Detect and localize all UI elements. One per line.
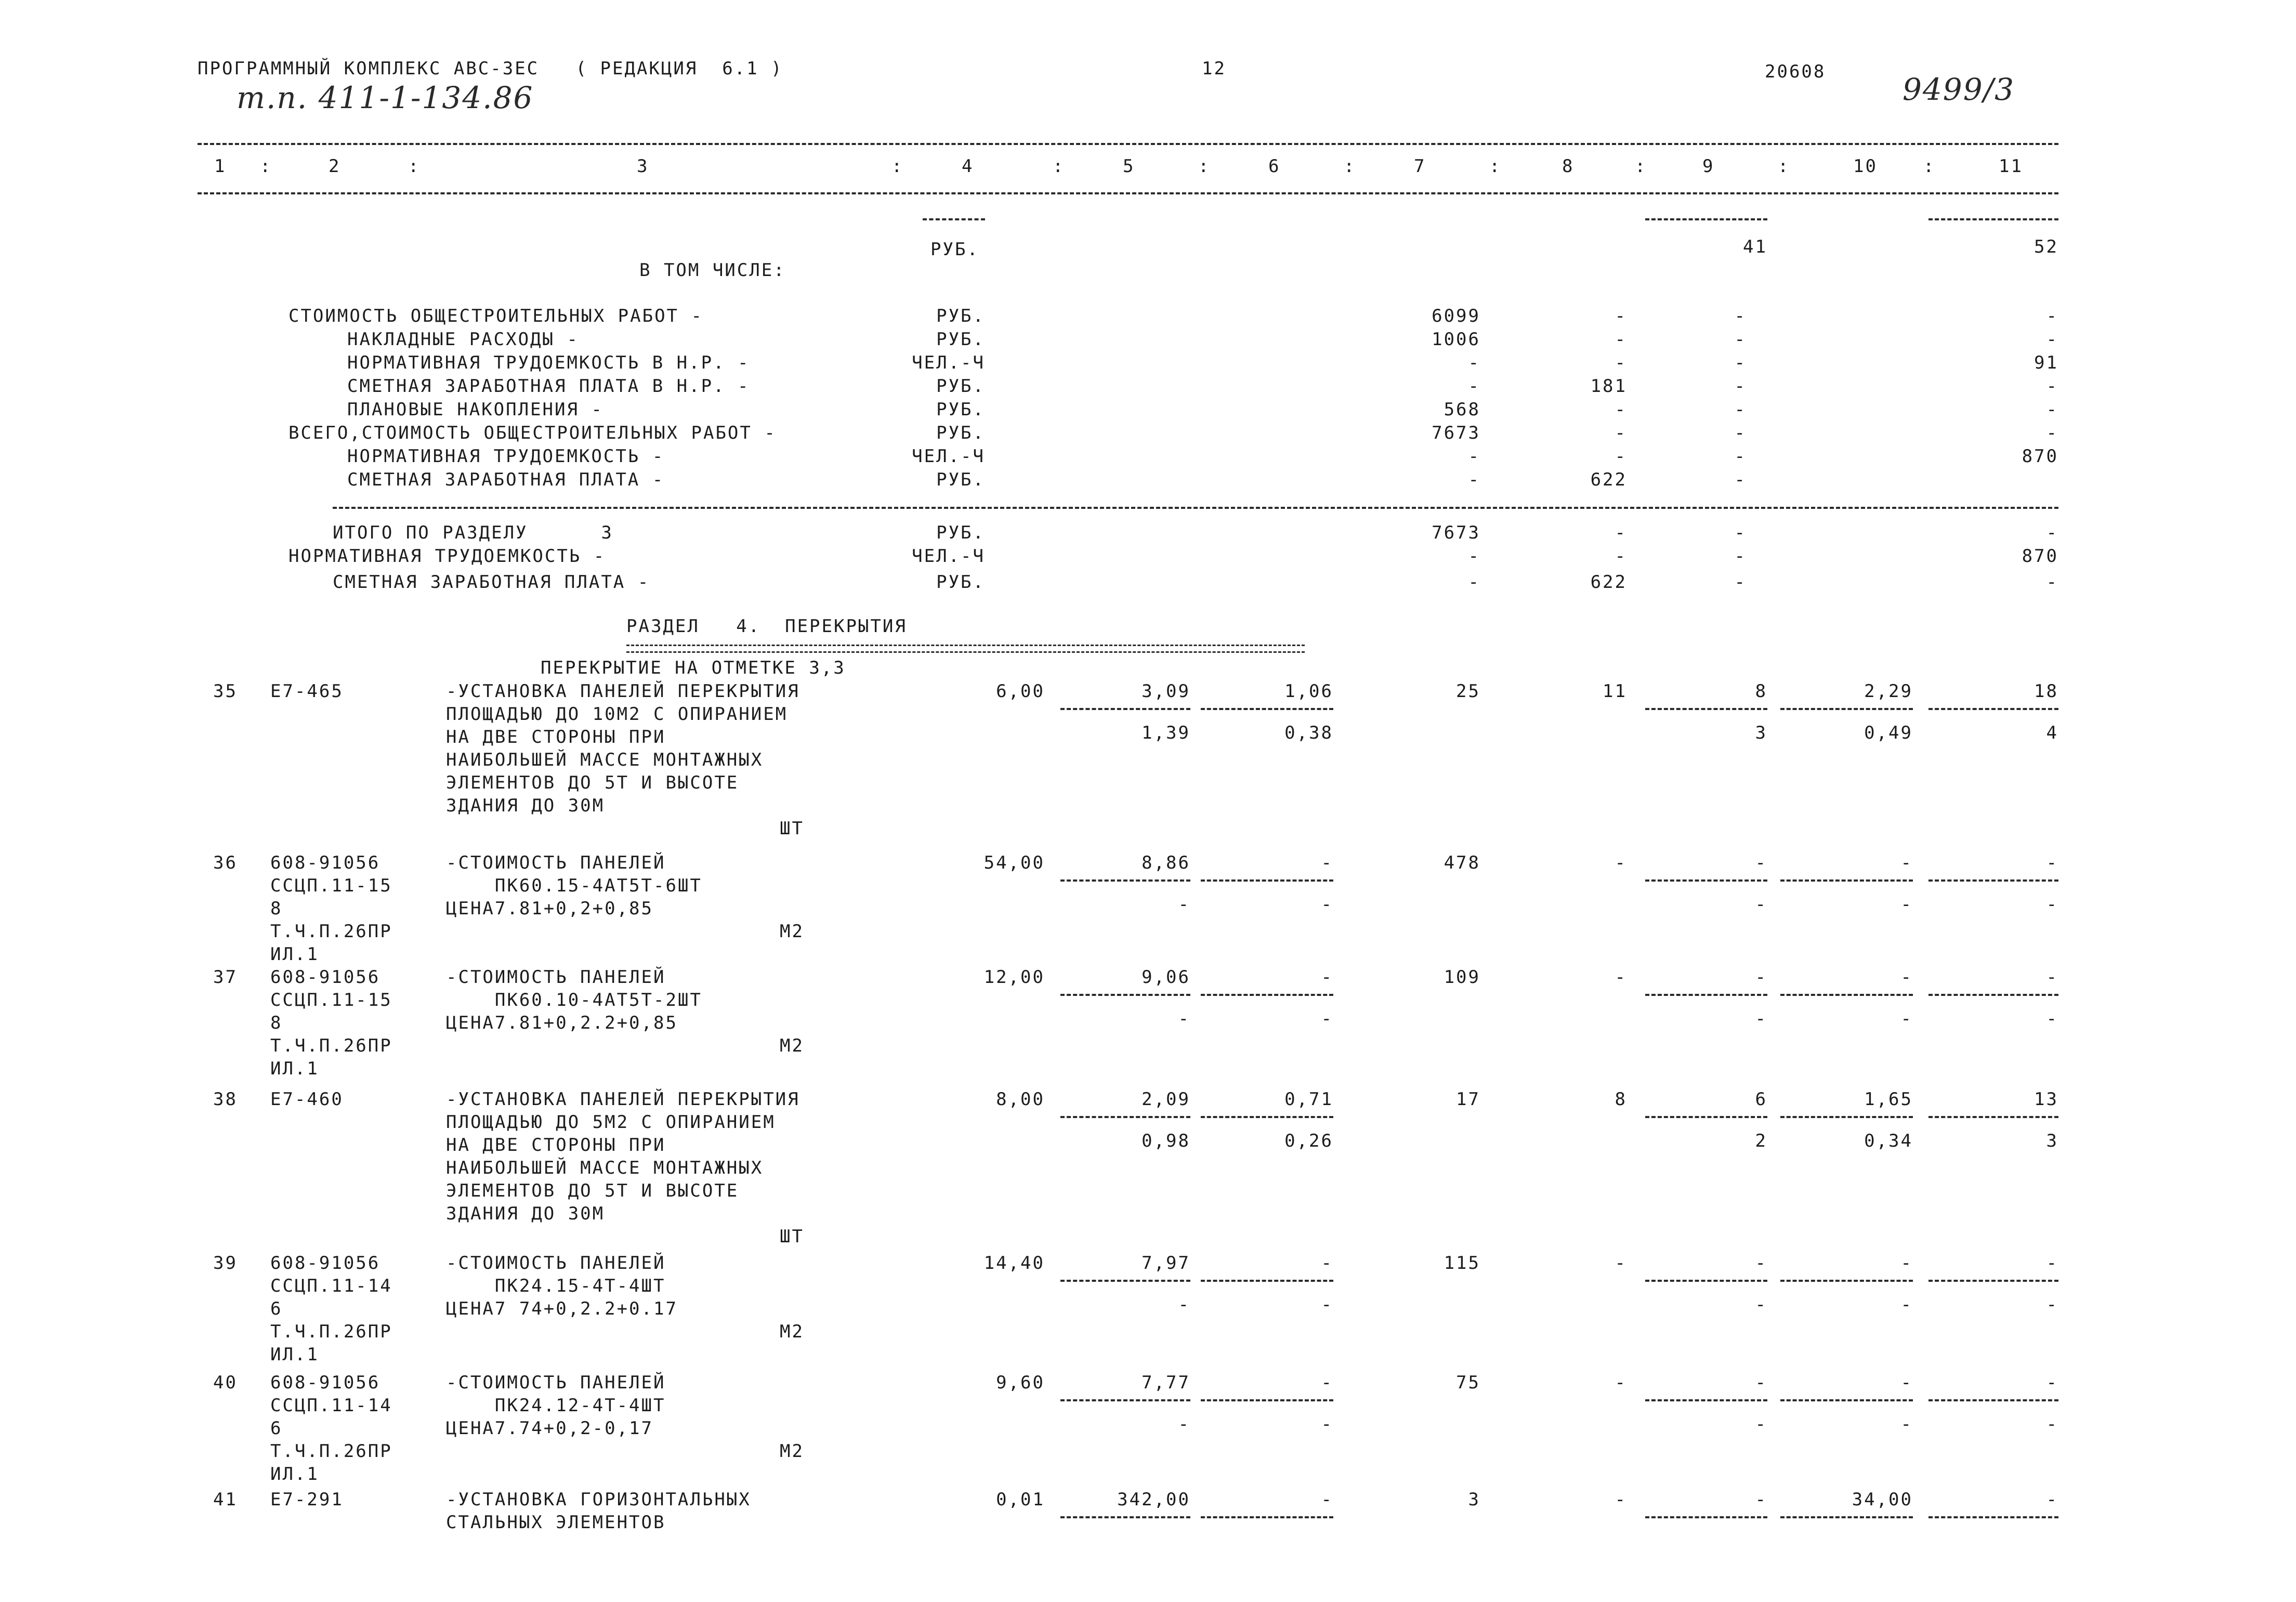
item-col10-wage: - <box>1900 1414 1913 1435</box>
summary-label: ПЛАНОВЫЕ НАКОПЛЕНИЯ - <box>347 399 603 420</box>
project-number: т.п. 411-1-134.86 <box>237 80 534 115</box>
item-quantity: 8,00 <box>996 1089 1045 1110</box>
item-code: ИЛ.1 <box>270 944 319 965</box>
item-labor-wage: - <box>1321 1414 1333 1435</box>
item-description: ПК60.10-4АТ5Т-2ШТ <box>446 990 702 1010</box>
item-description: ЦЕНА7 74+0,2.2+0.17 <box>446 1298 678 1319</box>
summary-unit: ЧЕЛ.-Ч <box>912 546 985 567</box>
item-quantity: 9,60 <box>996 1372 1045 1393</box>
summary-col7: - <box>1468 546 1480 567</box>
summary-col7: - <box>1468 572 1480 593</box>
sheet-number: 9499/3 <box>1903 72 2015 107</box>
item-col11-wage: 3 <box>2046 1131 2058 1151</box>
column-separator: : <box>1778 156 1790 177</box>
item-col10-wage: - <box>1900 1008 1913 1029</box>
item-price-wage: 1,39 <box>1142 723 1190 743</box>
summary-label: НАКЛАДНЫЕ РАСХОДЫ - <box>347 329 579 350</box>
summary-col8: 622 <box>1590 469 1627 490</box>
summary-col7: 6099 <box>1432 306 1480 326</box>
item-col9: - <box>1755 1372 1767 1393</box>
summary-col11: - <box>2046 522 2058 543</box>
item-code: Т.Ч.П.26ПР <box>270 1321 392 1342</box>
item-dash-c10 <box>1780 994 1913 996</box>
item-quantity: 6,00 <box>996 681 1045 702</box>
page-number: 12 <box>1202 58 1226 79</box>
item-col11-wage: - <box>2046 1414 2058 1435</box>
item-code: ССЦП.11-15 <box>270 875 392 896</box>
summary-col8: - <box>1615 306 1627 326</box>
item-col10: - <box>1900 852 1913 873</box>
item-dash-c11 <box>1928 1116 2058 1118</box>
item-description: ЦЕНА7.74+0,2-0,17 <box>446 1418 653 1439</box>
item-dash-c9 <box>1645 1516 1767 1518</box>
summary-col7: - <box>1468 352 1480 373</box>
item-dash-c6 <box>1201 1516 1333 1518</box>
item-description: ЭЛЕМЕНТОВ ДО 5Т И ВЫСОТЕ <box>446 772 739 793</box>
item-dash-c10 <box>1780 1116 1913 1118</box>
summary-label: ВСЕГО,СТОИМОСТЬ ОБЩЕСТРОИТЕЛЬНЫХ РАБОТ - <box>288 423 777 443</box>
item-col9: 8 <box>1755 681 1767 702</box>
item-dash-c5 <box>1060 1399 1190 1401</box>
item-col9-wage: - <box>1755 1294 1767 1315</box>
item-code: ССЦП.11-14 <box>270 1276 392 1296</box>
item-dash-c5 <box>1060 708 1190 710</box>
item-labor: - <box>1321 852 1333 873</box>
item-dash-c11 <box>1928 708 2058 710</box>
column-number-5: 5 <box>1123 156 1135 177</box>
item-description: ПК24.12-4Т-4ШТ <box>446 1395 666 1416</box>
item-dash-c9 <box>1645 879 1767 882</box>
item-dash-c11 <box>1928 1280 2058 1282</box>
item-labor-wage: - <box>1321 1008 1333 1029</box>
item-price: 7,97 <box>1142 1253 1190 1273</box>
summary-col9: - <box>1734 469 1747 490</box>
item-code: Е7-465 <box>270 681 344 702</box>
item-col9-wage: 3 <box>1755 723 1767 743</box>
item-dash-c11 <box>1928 994 2058 996</box>
summary-col7: 568 <box>1444 399 1480 420</box>
item-dash-c5 <box>1060 879 1190 882</box>
item-price: 9,06 <box>1142 967 1190 988</box>
item-col10: - <box>1900 967 1913 988</box>
item-number: 36 <box>213 852 238 873</box>
item-price: 342,00 <box>1117 1489 1190 1510</box>
item-dash-c9 <box>1645 1116 1767 1118</box>
summary-col9: - <box>1734 376 1747 397</box>
item-number: 40 <box>213 1372 238 1393</box>
summary-col8: - <box>1615 399 1627 420</box>
summary-unit: РУБ. <box>936 423 985 443</box>
item-dash-c10 <box>1780 1399 1913 1401</box>
item-code: ССЦП.11-15 <box>270 990 392 1010</box>
item-description: -СТОИМОСТЬ ПАНЕЛЕЙ <box>446 1253 666 1273</box>
summary-col8: 622 <box>1590 572 1627 593</box>
item-code: 608-91056 <box>270 967 381 988</box>
summary-label: НОРМАТИВНАЯ ТРУДОЕМКОСТЬ В Н.Р. - <box>347 352 750 373</box>
summary-col8: 181 <box>1590 376 1627 397</box>
column-number-8: 8 <box>1562 156 1575 177</box>
summary-label: ИТОГО ПО РАЗДЕЛУ 3 <box>333 522 613 543</box>
item-description: НА ДВЕ СТОРОНЫ ПРИ <box>446 727 666 747</box>
item-code: 6 <box>270 1298 283 1319</box>
item-col10-wage: - <box>1900 894 1913 915</box>
item-col11-wage: - <box>2046 894 2058 915</box>
item-number: 37 <box>213 967 238 988</box>
summary-unit: РУБ. <box>936 376 985 397</box>
item-quantity: 0,01 <box>996 1489 1045 1510</box>
section-total-rule <box>333 507 2058 509</box>
item-labor: - <box>1321 1253 1333 1273</box>
item-labor: 1,06 <box>1284 681 1333 702</box>
column-separator: : <box>1489 156 1502 177</box>
item-labor: - <box>1321 1489 1333 1510</box>
summary-col11: - <box>2046 376 2058 397</box>
item-code: Е7-291 <box>270 1489 344 1510</box>
item-total: 17 <box>1456 1089 1480 1110</box>
item-description: ЦЕНА7.81+0,2.2+0,85 <box>446 1013 678 1033</box>
summary-col8: - <box>1615 352 1627 373</box>
item-dash-c10 <box>1780 1516 1913 1518</box>
summary-col7: - <box>1468 376 1480 397</box>
column-number-3: 3 <box>637 156 649 177</box>
summary-col9: - <box>1734 522 1747 543</box>
item-description: -УСТАНОВКА ПАНЕЛЕЙ ПЕРЕКРЫТИЯ <box>446 1089 800 1110</box>
column-separator: : <box>1198 156 1211 177</box>
column-separator: : <box>260 156 272 177</box>
item-col11-wage: - <box>2046 1008 2058 1029</box>
summary-col11: - <box>2046 306 2058 326</box>
item-price-wage: - <box>1178 1294 1190 1315</box>
document-code: 20608 <box>1765 61 1826 82</box>
item-unit: М2 <box>780 1035 804 1056</box>
item-description: ЦЕНА7.81+0,2+0,85 <box>446 898 653 919</box>
including-heading: В ТОМ ЧИСЛЕ: <box>639 260 786 281</box>
summary-label: НОРМАТИВНАЯ ТРУДОЕМКОСТЬ - <box>347 446 665 467</box>
item-dash-c6 <box>1201 879 1333 882</box>
item-wage: - <box>1615 852 1627 873</box>
item-code: 8 <box>270 898 283 919</box>
item-dash-c10 <box>1780 1280 1913 1282</box>
column-separator: : <box>408 156 421 177</box>
item-labor: - <box>1321 967 1333 988</box>
summary-col8: - <box>1615 423 1627 443</box>
item-col11: - <box>2046 1489 2058 1510</box>
header-rule-bottom <box>198 192 2058 194</box>
item-unit: М2 <box>780 1441 804 1462</box>
summary-col7: 7673 <box>1432 522 1480 543</box>
item-col11: 18 <box>2034 681 2058 702</box>
item-code: 608-91056 <box>270 852 381 873</box>
item-description: ПЛОЩАДЬЮ ДО 10М2 С ОПИРАНИЕМ <box>446 704 788 725</box>
column-separator: : <box>891 156 904 177</box>
item-number: 38 <box>213 1089 238 1110</box>
summary-col11: - <box>2046 572 2058 593</box>
item-price: 7,77 <box>1142 1372 1190 1393</box>
item-dash-c9 <box>1645 708 1767 710</box>
item-col10: - <box>1900 1372 1913 1393</box>
item-col11: - <box>2046 1253 2058 1273</box>
item-col10: - <box>1900 1253 1913 1273</box>
item-col9: - <box>1755 1253 1767 1273</box>
item-dash-c10 <box>1780 879 1913 882</box>
item-col11: - <box>2046 852 2058 873</box>
item-dash-c6 <box>1201 1399 1333 1401</box>
item-code: 608-91056 <box>270 1372 381 1393</box>
item-number: 35 <box>213 681 238 702</box>
item-col11-wage: - <box>2046 1294 2058 1315</box>
item-col9-wage: - <box>1755 1008 1767 1029</box>
item-wage: 11 <box>1603 681 1627 702</box>
item-quantity: 14,40 <box>983 1253 1045 1273</box>
summary-col7: 1006 <box>1432 329 1480 350</box>
summary-label: НОРМАТИВНАЯ ТРУДОЕМКОСТЬ - <box>288 546 606 567</box>
item-dash-c6 <box>1201 1116 1333 1118</box>
summary-col11: - <box>2046 399 2058 420</box>
item-labor-wage: - <box>1321 894 1333 915</box>
item-description: НА ДВЕ СТОРОНЫ ПРИ <box>446 1135 666 1155</box>
item-col9: 6 <box>1755 1089 1767 1110</box>
summary-col8: - <box>1615 546 1627 567</box>
totals-unit: РУБ. <box>930 239 979 260</box>
column-number-11: 11 <box>1999 156 2023 177</box>
item-col9-wage: - <box>1755 894 1767 915</box>
item-code: ССЦП.11-14 <box>270 1395 392 1416</box>
summary-col9: - <box>1734 306 1747 326</box>
summary-label: СМЕТНАЯ ЗАРАБОТНАЯ ПЛАТА В Н.Р. - <box>347 376 750 397</box>
item-description: -СТОИМОСТЬ ПАНЕЛЕЙ <box>446 852 666 873</box>
item-total: 115 <box>1444 1253 1480 1273</box>
item-price: 2,09 <box>1142 1089 1190 1110</box>
totals-col11: 52 <box>2034 237 2058 257</box>
item-description: ЗДАНИЯ ДО 30М <box>446 1203 605 1224</box>
item-code: Т.Ч.П.26ПР <box>270 921 392 942</box>
item-code: Е7-460 <box>270 1089 344 1110</box>
item-unit: ШТ <box>780 1226 804 1247</box>
item-col10: 2,29 <box>1864 681 1913 702</box>
summary-col9: - <box>1734 446 1747 467</box>
summary-col8: - <box>1615 329 1627 350</box>
summary-col9: - <box>1734 399 1747 420</box>
item-labor-wage: 0,26 <box>1284 1131 1333 1151</box>
item-code: Т.Ч.П.26ПР <box>270 1035 392 1056</box>
item-labor-wage: - <box>1321 1294 1333 1315</box>
item-description: ПК24.15-4Т-4ШТ <box>446 1276 666 1296</box>
summary-unit: РУБ. <box>936 522 985 543</box>
summary-col9: - <box>1734 423 1747 443</box>
unit-underline <box>923 218 985 220</box>
item-price: 3,09 <box>1142 681 1190 702</box>
item-col10: 1,65 <box>1864 1089 1913 1110</box>
header-rule-top <box>198 143 2058 145</box>
item-wage: - <box>1615 1372 1627 1393</box>
summary-col11: 870 <box>2022 546 2058 567</box>
column-separator: : <box>1635 156 1647 177</box>
item-price-wage: 0,98 <box>1142 1131 1190 1151</box>
program-title: ПРОГРАММНЫЙ КОМПЛЕКС АВС-3ЕС ( РЕДАКЦИЯ 6.1 ) <box>198 58 783 79</box>
summary-unit: РУБ. <box>936 469 985 490</box>
item-number: 41 <box>213 1489 238 1510</box>
item-description: -УСТАНОВКА ГОРИЗОНТАЛЬНЫХ <box>446 1489 751 1510</box>
item-quantity: 12,00 <box>983 967 1045 988</box>
item-code: ИЛ.1 <box>270 1058 319 1079</box>
item-description: -УСТАНОВКА ПАНЕЛЕЙ ПЕРЕКРЫТИЯ <box>446 681 800 702</box>
item-col9: - <box>1755 852 1767 873</box>
item-labor: 0,71 <box>1284 1089 1333 1110</box>
summary-label: СМЕТНАЯ ЗАРАБОТНАЯ ПЛАТА - <box>347 469 665 490</box>
column-number-4: 4 <box>962 156 974 177</box>
summary-col11: 870 <box>2022 446 2058 467</box>
item-unit: ШТ <box>780 818 804 839</box>
item-col11: - <box>2046 1372 2058 1393</box>
item-wage: - <box>1615 1253 1627 1273</box>
summary-col9: - <box>1734 329 1747 350</box>
item-col10-wage: - <box>1900 1294 1913 1315</box>
item-total: 478 <box>1444 852 1480 873</box>
summary-unit: РУБ. <box>936 329 985 350</box>
item-col9-wage: - <box>1755 1414 1767 1435</box>
item-unit: М2 <box>780 1321 804 1342</box>
column-separator: : <box>1053 156 1065 177</box>
item-code: ИЛ.1 <box>270 1344 319 1365</box>
item-col11: - <box>2046 967 2058 988</box>
item-labor-wage: 0,38 <box>1284 723 1333 743</box>
item-col11-wage: 4 <box>2046 723 2058 743</box>
item-labor: - <box>1321 1372 1333 1393</box>
item-code: 6 <box>270 1418 283 1439</box>
totals-col9: 41 <box>1743 237 1767 257</box>
item-dash-c11 <box>1928 879 2058 882</box>
col11-underline <box>1928 218 2058 220</box>
summary-unit: ЧЕЛ.-Ч <box>912 446 985 467</box>
item-col10-wage: 0,49 <box>1864 723 1913 743</box>
item-dash-c6 <box>1201 708 1333 710</box>
item-total: 25 <box>1456 681 1480 702</box>
summary-col7: 7673 <box>1432 423 1480 443</box>
item-description: НАИБОЛЬШЕЙ МАССЕ МОНТАЖНЫХ <box>446 750 764 770</box>
item-description: ЗДАНИЯ ДО 30М <box>446 795 605 816</box>
item-description: -СТОИМОСТЬ ПАНЕЛЕЙ <box>446 967 666 988</box>
item-description: ЭЛЕМЕНТОВ ДО 5Т И ВЫСОТЕ <box>446 1180 739 1201</box>
summary-col9: - <box>1734 546 1747 567</box>
summary-col7: - <box>1468 469 1480 490</box>
item-code: Т.Ч.П.26ПР <box>270 1441 392 1462</box>
item-price: 8,86 <box>1142 852 1190 873</box>
item-col10-wage: 0,34 <box>1864 1131 1913 1151</box>
item-dash-c9 <box>1645 1399 1767 1401</box>
column-number-10: 10 <box>1853 156 1878 177</box>
item-wage: - <box>1615 1489 1627 1510</box>
item-wage: - <box>1615 967 1627 988</box>
item-code: 8 <box>270 1013 283 1033</box>
summary-col8: - <box>1615 522 1627 543</box>
item-code: ИЛ.1 <box>270 1464 319 1485</box>
item-price-wage: - <box>1178 1414 1190 1435</box>
summary-label: СТОИМОСТЬ ОБЩЕСТРОИТЕЛЬНЫХ РАБОТ - <box>288 306 703 326</box>
item-wage: 8 <box>1615 1089 1627 1110</box>
item-number: 39 <box>213 1253 238 1273</box>
column-number-1: 1 <box>214 156 227 177</box>
item-dash-c9 <box>1645 994 1767 996</box>
section-title-underline <box>626 645 1305 653</box>
summary-col9: - <box>1734 572 1747 593</box>
summary-col11: 91 <box>2034 352 2058 373</box>
column-separator: : <box>1923 156 1936 177</box>
item-dash-c5 <box>1060 1280 1190 1282</box>
summary-col11: - <box>2046 329 2058 350</box>
item-description: -СТОИМОСТЬ ПАНЕЛЕЙ <box>446 1372 666 1393</box>
section-subtitle: ПЕРЕКРЫТИЕ НА ОТМЕТКЕ 3,3 <box>541 658 846 678</box>
section-title: РАЗДЕЛ 4. ПЕРЕКРЫТИЯ <box>626 616 907 637</box>
item-description: ПК60.15-4АТ5Т-6ШТ <box>446 875 702 896</box>
column-number-2: 2 <box>329 156 341 177</box>
summary-col7: - <box>1468 446 1480 467</box>
item-unit: М2 <box>780 921 804 942</box>
column-number-6: 6 <box>1268 156 1281 177</box>
item-total: 75 <box>1456 1372 1480 1393</box>
item-dash-c6 <box>1201 1280 1333 1282</box>
item-price-wage: - <box>1178 894 1190 915</box>
summary-unit: РУБ. <box>936 306 985 326</box>
summary-unit: РУБ. <box>936 572 985 593</box>
item-description: НАИБОЛЬШЕЙ МАССЕ МОНТАЖНЫХ <box>446 1158 764 1178</box>
item-description: ПЛОЩАДЬЮ ДО 5М2 С ОПИРАНИЕМ <box>446 1112 776 1133</box>
summary-unit: РУБ. <box>936 399 985 420</box>
item-dash-c5 <box>1060 1516 1190 1518</box>
item-col9: - <box>1755 967 1767 988</box>
item-dash-c10 <box>1780 708 1913 710</box>
item-dash-c6 <box>1201 994 1333 996</box>
item-col10: 34,00 <box>1852 1489 1913 1510</box>
item-dash-c9 <box>1645 1280 1767 1282</box>
item-dash-c11 <box>1928 1399 2058 1401</box>
col9-underline <box>1645 218 1767 220</box>
item-total: 109 <box>1444 967 1480 988</box>
column-separator: : <box>1344 156 1356 177</box>
item-description: СТАЛЬНЫХ ЭЛЕМЕНТОВ <box>446 1512 666 1533</box>
item-price-wage: - <box>1178 1008 1190 1029</box>
item-dash-c11 <box>1928 1516 2058 1518</box>
item-quantity: 54,00 <box>983 852 1045 873</box>
column-number-9: 9 <box>1702 156 1715 177</box>
item-col9-wage: 2 <box>1755 1131 1767 1151</box>
item-col11: 13 <box>2034 1089 2058 1110</box>
item-code: 608-91056 <box>270 1253 381 1273</box>
item-col9: - <box>1755 1489 1767 1510</box>
summary-col8: - <box>1615 446 1627 467</box>
summary-unit: ЧЕЛ.-Ч <box>912 352 985 373</box>
summary-label: СМЕТНАЯ ЗАРАБОТНАЯ ПЛАТА - <box>333 572 650 593</box>
summary-col11: - <box>2046 423 2058 443</box>
summary-col9: - <box>1734 352 1747 373</box>
item-dash-c5 <box>1060 1116 1190 1118</box>
item-total: 3 <box>1468 1489 1480 1510</box>
column-number-7: 7 <box>1414 156 1426 177</box>
item-dash-c5 <box>1060 994 1190 996</box>
